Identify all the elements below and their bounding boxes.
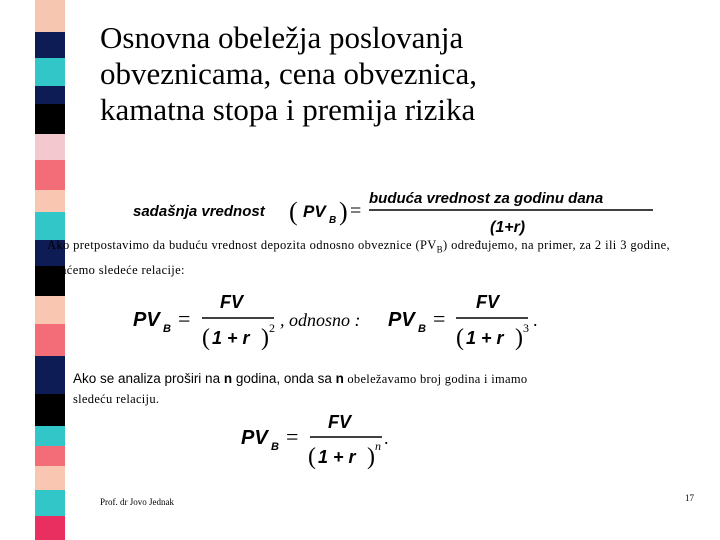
formula-var: PV [133, 309, 160, 331]
stripe-segment [35, 104, 65, 134]
formula-var: PV [303, 202, 326, 221]
stripe-segment [35, 446, 65, 466]
paren-open: ( [289, 197, 298, 226]
stripe-segment [35, 516, 65, 540]
formula-period: . [533, 310, 538, 330]
formula-sub: B [329, 215, 337, 226]
formula-var: PV [388, 309, 415, 331]
stripe-segment [35, 58, 65, 86]
formula-sub: B [163, 323, 171, 335]
variable-n: n [335, 371, 344, 386]
paragraph-generalization-line-2: sledeću relaciju. [73, 392, 160, 406]
formula-numerator: FV [476, 292, 500, 312]
stripe-segment [35, 160, 65, 190]
paren-close: ) [339, 197, 348, 226]
exponent: 2 [269, 321, 275, 335]
formula-denominator: 1 + r [212, 328, 250, 348]
stripe-segment [35, 466, 65, 490]
footer-author: Prof. dr Jovo Jednak [100, 497, 174, 507]
paragraph-generalization-line-1 [73, 369, 673, 389]
page-number: 17 [685, 493, 694, 503]
paren-open: ( [202, 325, 210, 351]
slide-title [100, 20, 700, 128]
formula-sub: B [418, 323, 426, 335]
title-line-2: obveznicama, cena obveznica, [100, 56, 477, 91]
paren-close: ) [515, 325, 523, 351]
paragraph-intro-sub: B [436, 244, 444, 255]
equals-sign: = [350, 200, 362, 222]
paragraph-intro-text-a: Ako pretpostavimo da buduću vrednost depozita odnosno obveznice (PV [47, 238, 437, 252]
formula-period: . [384, 428, 389, 448]
title-line-1: Osnovna obeležja poslovanja [100, 20, 464, 55]
paren-close: ) [261, 325, 269, 351]
paren-open: ( [456, 325, 464, 351]
paren-close: ) [367, 444, 375, 470]
equals-sign: = [178, 306, 191, 331]
variable-n: n [223, 371, 233, 386]
formula-numerator: buduća vrednost za godinu dana [369, 190, 604, 207]
formula-two-three-years [128, 287, 568, 357]
stripe-segment [35, 426, 65, 446]
stripe-segment [35, 490, 65, 516]
paragraph-intro-text-b: ) određujemo, na primer, za 2 ili 3 godine, imaćemo sledeće relacije: [47, 238, 670, 277]
paragraph-text-a: Ako se analiza proširi na [73, 371, 224, 386]
formula-denominator: 1 + r [318, 447, 356, 467]
paragraph-generalization [73, 369, 673, 409]
exponent: 3 [523, 321, 529, 335]
paren-open: ( [308, 444, 316, 470]
title-line-3: kamatna stopa i premija rizika [100, 92, 476, 127]
formula-numerator: FV [220, 292, 244, 312]
stripe-segment [35, 356, 65, 394]
formula-denominator: (1+r) [490, 219, 526, 236]
paragraph-intro [47, 235, 670, 280]
formula-denominator: 1 + r [466, 328, 504, 348]
equals-sign: = [433, 306, 446, 331]
paragraph-text-b: godina, onda sa [232, 371, 336, 386]
exponent: n [375, 439, 381, 453]
stripe-segment [35, 190, 65, 212]
equals-sign: = [286, 424, 299, 449]
stripe-segment [35, 134, 65, 160]
formula-sub: B [271, 441, 279, 453]
stripe-segment [35, 0, 65, 32]
formula-var: PV [241, 427, 268, 449]
stripe-segment [35, 86, 65, 104]
formula-n-years [236, 408, 406, 478]
formula-lhs-label: sadašnja vrednost [133, 203, 265, 220]
formula-connector: , odnosno : [280, 310, 361, 330]
stripe-segment [35, 324, 65, 356]
stripe-segment [35, 394, 65, 426]
stripe-segment [35, 296, 65, 324]
formula-numerator: FV [328, 412, 352, 432]
paragraph-text-c: obeležavamo broj godina i imamo [343, 372, 528, 386]
stripe-segment [35, 32, 65, 58]
